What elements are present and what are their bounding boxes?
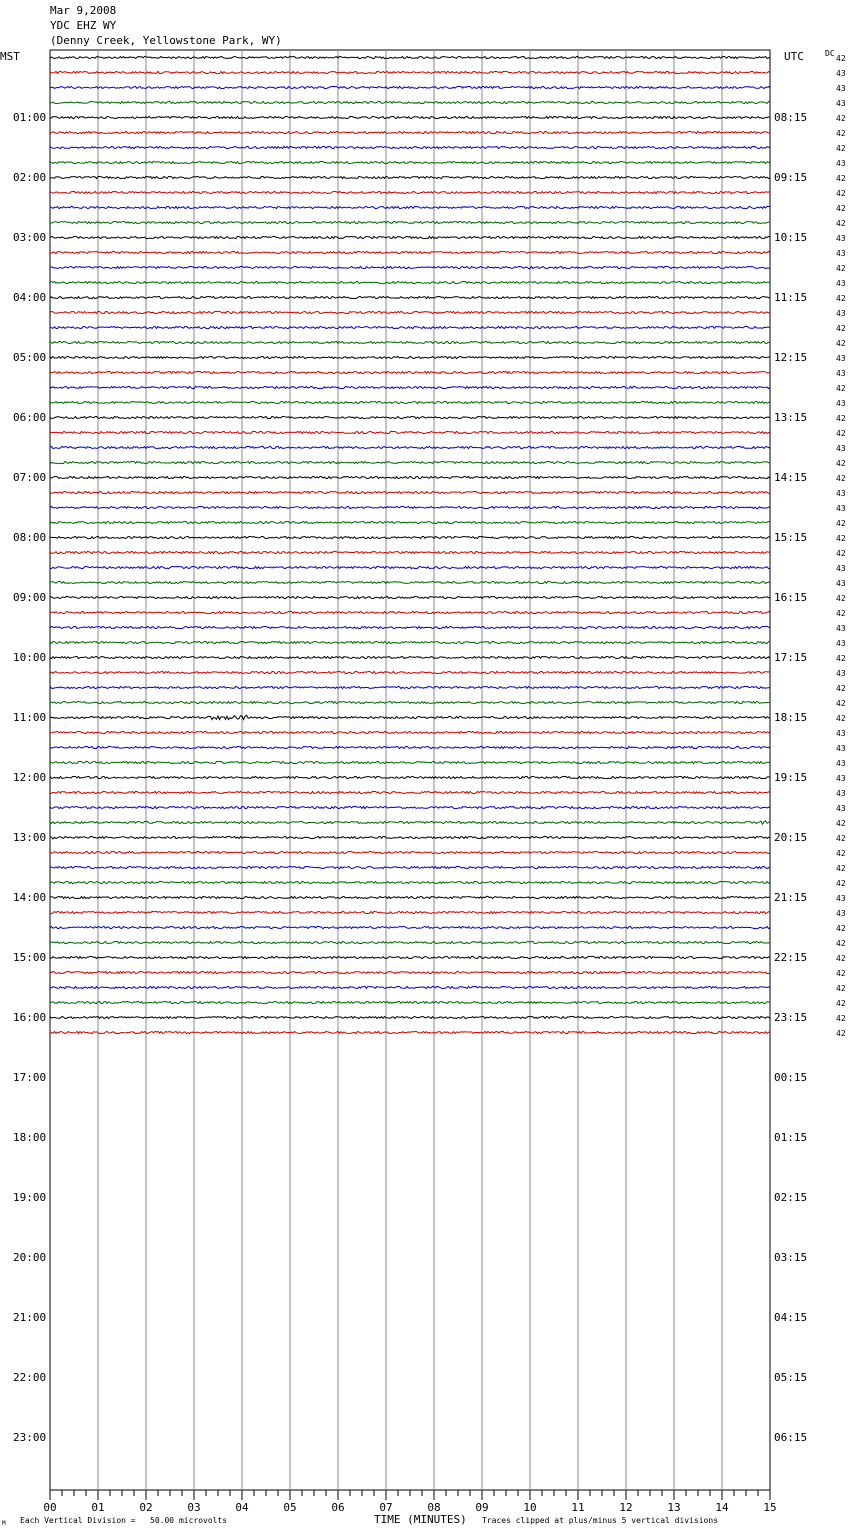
dc-offset-value: 42 [836, 473, 846, 483]
seismic-trace [50, 101, 770, 103]
mst-hour-label: 02:00 [13, 170, 47, 184]
seismic-trace [50, 251, 770, 253]
utc-hour-label: 11:15 [774, 290, 808, 304]
dc-offset-value: 42 [836, 833, 846, 843]
seismic-trace [50, 761, 770, 763]
utc-hour-label: 02:15 [774, 1190, 808, 1204]
dc-offset-value: 43 [836, 398, 846, 408]
dc-offset-value: 43 [836, 743, 846, 753]
seismic-trace [50, 626, 770, 628]
dc-offset-value: 43 [836, 623, 846, 633]
utc-hour-label: 06:15 [774, 1430, 808, 1444]
seismic-trace [50, 461, 770, 463]
seismic-trace [50, 1001, 770, 1003]
seismic-trace [50, 731, 770, 733]
seismic-trace [50, 521, 770, 523]
seismic-trace [50, 956, 770, 958]
dc-offset-value: 43 [836, 233, 846, 243]
mst-hour-label: 19:00 [13, 1190, 47, 1204]
seismic-trace [50, 56, 770, 58]
dc-offset-value: 42 [836, 968, 846, 978]
dc-offset-value: 43 [836, 308, 846, 318]
seismic-trace [50, 821, 770, 825]
dc-offset-value: 42 [836, 1028, 846, 1038]
dc-offset-value: 42 [836, 608, 846, 618]
seismic-trace [50, 791, 770, 793]
mst-hour-label: 10:00 [13, 650, 47, 664]
dc-offset-value: 42 [836, 818, 846, 828]
utc-hour-label: 20:15 [774, 830, 808, 844]
dc-offset-value: 43 [836, 443, 846, 453]
seismic-trace [50, 715, 770, 719]
utc-hour-label: 10:15 [774, 230, 808, 244]
seismic-trace [50, 341, 770, 343]
x-tick-label: 11 [571, 1501, 585, 1514]
dc-offset-value: 42 [836, 863, 846, 873]
dc-offset-value: 42 [836, 848, 846, 858]
seismic-trace [50, 596, 770, 598]
utc-hour-label: 08:15 [774, 110, 808, 124]
scale-note: Each Vertical Division = 50.00 microvolts [20, 1516, 228, 1525]
seismic-trace [50, 656, 770, 658]
dc-offset-value: 42 [836, 143, 846, 153]
seismic-trace [50, 671, 770, 673]
dc-offset-value: 42 [836, 518, 846, 528]
x-tick-label: 12 [619, 1501, 633, 1514]
dc-offset-value: 43 [836, 368, 846, 378]
dc-offset-value: 42 [836, 188, 846, 198]
utc-hour-label: 05:15 [774, 1370, 808, 1384]
mst-hour-label: 16:00 [13, 1010, 47, 1024]
corner-mark: M [2, 1520, 6, 1527]
dc-offset-value: 42 [836, 683, 846, 693]
mst-hour-label: 12:00 [13, 770, 47, 784]
dc-offset-value: 42 [836, 113, 846, 123]
seismic-trace [50, 536, 770, 538]
seismic-trace [50, 581, 770, 583]
seismic-trace [50, 941, 770, 943]
x-tick-label: 06 [331, 1501, 345, 1514]
mst-hour-label: 09:00 [13, 590, 47, 604]
dc-offset-value: 43 [836, 728, 846, 738]
seismic-trace [50, 776, 770, 778]
x-axis-title: TIME (MINUTES) [374, 1513, 467, 1526]
dc-offset-value: 42 [836, 323, 846, 333]
seismic-trace [50, 311, 770, 313]
dc-offset-value: 42 [836, 53, 846, 63]
dc-label: DC [825, 49, 835, 58]
mst-hour-label: 23:00 [13, 1430, 47, 1444]
dc-offset-value: 43 [836, 488, 846, 498]
seismic-trace [50, 851, 770, 853]
x-tick-label: 15 [763, 1501, 777, 1514]
seismic-trace [50, 236, 770, 238]
seismic-trace [50, 611, 770, 613]
mst-hour-label: 17:00 [13, 1070, 47, 1084]
seismic-trace [50, 926, 770, 928]
seismic-trace [50, 686, 770, 688]
utc-hour-label: 09:15 [774, 170, 808, 184]
seismic-trace [50, 986, 770, 988]
seismic-trace [50, 836, 770, 839]
utc-hour-label: 01:15 [774, 1130, 808, 1144]
dc-offset-value: 42 [836, 998, 846, 1008]
utc-hour-label: 16:15 [774, 590, 808, 604]
dc-offset-value: 42 [836, 203, 846, 213]
dc-offset-value: 42 [836, 953, 846, 963]
dc-offset-value: 42 [836, 383, 846, 393]
dc-offset-value: 43 [836, 278, 846, 288]
station-code: YDC EHZ WY [50, 19, 117, 32]
dc-offset-value: 43 [836, 668, 846, 678]
dc-offset-value: 43 [836, 788, 846, 798]
dc-offset-value: 42 [836, 533, 846, 543]
seismic-trace [50, 206, 770, 208]
utc-hour-label: 13:15 [774, 410, 808, 424]
seismic-trace [50, 161, 770, 163]
utc-hour-label: 04:15 [774, 1310, 808, 1324]
utc-hour-label: 15:15 [774, 530, 808, 544]
utc-hour-label: 23:15 [774, 1010, 808, 1024]
dc-offset-value: 43 [836, 803, 846, 813]
dc-offset-value: 42 [836, 878, 846, 888]
dc-offset-value: 42 [836, 983, 846, 993]
x-tick-label: 13 [667, 1501, 681, 1514]
dc-offset-value: 42 [836, 428, 846, 438]
dc-offset-value: 42 [836, 1013, 846, 1023]
dc-offset-value: 43 [836, 68, 846, 78]
seismic-trace [50, 911, 770, 913]
mst-hour-label: 04:00 [13, 290, 47, 304]
x-tick-label: 14 [715, 1501, 729, 1514]
dc-offset-value: 43 [836, 563, 846, 573]
x-tick-label: 02 [139, 1501, 153, 1514]
mst-hour-label: 08:00 [13, 530, 47, 544]
mst-hour-label: 13:00 [13, 830, 47, 844]
mst-hour-label: 05:00 [13, 350, 47, 364]
dc-offset-value: 42 [836, 128, 846, 138]
dc-offset-value: 42 [836, 938, 846, 948]
x-tick-label: 00 [43, 1501, 57, 1514]
mst-hour-label: 21:00 [13, 1310, 47, 1324]
dc-offset-value: 43 [836, 248, 846, 258]
seismic-trace [50, 566, 770, 568]
mst-hour-label: 01:00 [13, 110, 47, 124]
seismic-trace [50, 176, 770, 178]
utc-hour-label: 14:15 [774, 470, 808, 484]
seismic-trace [50, 476, 770, 478]
seismic-trace [50, 326, 770, 328]
seismic-trace [50, 806, 770, 808]
dc-offset-value: 42 [836, 293, 846, 303]
mst-hour-label: 06:00 [13, 410, 47, 424]
seismic-trace [50, 491, 770, 493]
seismic-trace [50, 266, 770, 268]
dc-offset-value: 42 [836, 653, 846, 663]
utc-hour-label: 22:15 [774, 950, 808, 964]
seismic-trace [50, 506, 770, 508]
seismic-trace [50, 701, 770, 703]
left-axis-title: MST [0, 50, 20, 63]
x-tick-label: 05 [283, 1501, 297, 1514]
seismic-trace [50, 641, 770, 643]
x-tick-label: 04 [235, 1501, 249, 1514]
seismic-trace [50, 746, 770, 748]
mst-hour-label: 03:00 [13, 230, 47, 244]
dc-offset-value: 43 [836, 353, 846, 363]
x-tick-label: 01 [91, 1501, 105, 1514]
utc-hour-label: 19:15 [774, 770, 808, 784]
mst-hour-label: 22:00 [13, 1370, 47, 1384]
seismic-trace [50, 146, 770, 148]
seismic-trace [50, 116, 770, 118]
mst-hour-label: 07:00 [13, 470, 47, 484]
seismic-trace [50, 431, 770, 433]
dc-offset-value: 42 [836, 593, 846, 603]
dc-offset-value: 43 [836, 158, 846, 168]
seismic-trace [50, 296, 770, 298]
utc-hour-label: 21:15 [774, 890, 808, 904]
dc-offset-value: 42 [836, 413, 846, 423]
seismic-trace [50, 881, 770, 883]
utc-hour-label: 00:15 [774, 1070, 808, 1084]
seismic-trace [50, 401, 770, 403]
mst-hour-label: 18:00 [13, 1130, 47, 1144]
seismic-trace [50, 86, 770, 88]
dc-offset-value: 42 [836, 458, 846, 468]
dc-offset-value: 43 [836, 98, 846, 108]
dc-offset-value: 42 [836, 698, 846, 708]
seismic-trace [50, 191, 770, 193]
x-tick-label: 09 [475, 1501, 489, 1514]
dc-offset-value: 43 [836, 503, 846, 513]
mst-hour-label: 15:00 [13, 950, 47, 964]
utc-hour-label: 12:15 [774, 350, 808, 364]
seismic-trace [50, 131, 770, 133]
dc-offset-value: 42 [836, 263, 846, 273]
seismic-trace [50, 866, 770, 868]
seismic-trace [50, 1031, 770, 1033]
seismic-trace [50, 71, 770, 73]
dc-offset-value: 43 [836, 908, 846, 918]
dc-offset-value: 42 [836, 338, 846, 348]
mst-hour-label: 20:00 [13, 1250, 47, 1264]
seismic-trace [50, 1016, 770, 1018]
dc-offset-value: 43 [836, 638, 846, 648]
right-axis-title: UTC [784, 50, 804, 63]
utc-hour-label: 03:15 [774, 1250, 808, 1264]
seismic-trace [50, 551, 770, 553]
seismic-trace [50, 281, 770, 283]
utc-hour-label: 17:15 [774, 650, 808, 664]
seismic-trace [50, 896, 770, 898]
dc-offset-value: 42 [836, 923, 846, 933]
mst-hour-label: 11:00 [13, 710, 47, 724]
chart-date: Mar 9,2008 [50, 4, 117, 17]
x-tick-label: 03 [187, 1501, 201, 1514]
dc-offset-value: 42 [836, 713, 846, 723]
x-tick-label: 10 [523, 1501, 537, 1514]
seismic-trace [50, 971, 770, 973]
seismic-trace [50, 386, 770, 388]
clip-note: Traces clipped at plus/minus 5 vertical divisions [482, 1516, 719, 1525]
dc-offset-value: 43 [836, 758, 846, 768]
x-tick-label: 07 [379, 1501, 393, 1514]
dc-offset-value: 43 [836, 83, 846, 93]
station-location: (Denny Creek, Yellowstone Park, WY) [50, 34, 282, 47]
x-tick-label: 08 [427, 1501, 441, 1514]
seismic-trace [50, 356, 770, 358]
seismic-trace [50, 371, 770, 373]
dc-offset-value: 42 [836, 218, 846, 228]
utc-hour-label: 18:15 [774, 710, 808, 724]
dc-offset-value: 42 [836, 548, 846, 558]
dc-offset-value: 43 [836, 773, 846, 783]
seismic-trace [50, 416, 770, 418]
mst-hour-label: 14:00 [13, 890, 47, 904]
seismic-trace [50, 446, 770, 448]
seismic-trace [50, 221, 770, 223]
dc-offset-value: 43 [836, 893, 846, 903]
dc-offset-value: 43 [836, 578, 846, 588]
dc-offset-value: 42 [836, 173, 846, 183]
